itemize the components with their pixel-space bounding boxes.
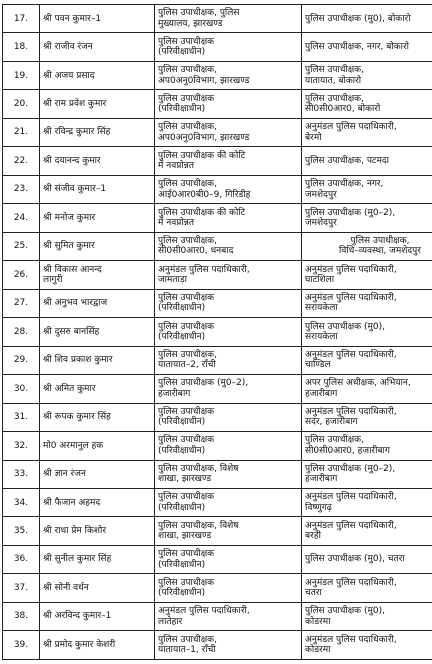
officer-name-cell [40, 460, 155, 488]
current-posting-text: पुलिस उपाधीक्षक (परिवीक्षाधीन) [158, 577, 215, 599]
serial-number-text: 18. [13, 42, 29, 53]
new-posting-text: पुलिस उपाधीक्षक, सी0सी0आर0, बोकारो [305, 93, 381, 115]
new-posting-cell [302, 33, 432, 61]
officer-name-text: श्री दुसरु बानसिंह [43, 326, 100, 337]
new-posting-cell [302, 460, 432, 488]
serial-number-text: 39. [13, 639, 29, 650]
table-row [3, 432, 432, 460]
officer-name-cell [40, 5, 155, 33]
table-row [3, 346, 432, 374]
officer-name-text: श्री अजय प्रसाद [43, 70, 95, 81]
table-row [3, 460, 432, 488]
officer-name-text: श्री राधा प्रेम किशोर [43, 526, 107, 536]
new-posting-cell [302, 602, 432, 630]
current-posting-text: पुलिस उपाधीक्षक (परिवीक्षाधीन) [158, 321, 215, 342]
current-posting-cell [155, 403, 302, 431]
new-posting-cell [302, 232, 432, 260]
current-posting-text: अनुमंडल पुलिस पदाधिकारी, लातेहार [158, 606, 250, 627]
serial-number-text: 17. [13, 13, 29, 24]
serial-number-text: 23. [13, 184, 29, 195]
serial-number-cell [3, 61, 40, 89]
current-posting-text: पुलिस उपाधीक्षक (मु0–2), हजारीबाग [158, 378, 249, 399]
table-row [3, 204, 432, 232]
new-posting-text: अनुमंडल पुलिस पदाधिकारी, कोडरमा [305, 634, 397, 656]
serial-number-text: 28. [13, 326, 29, 337]
current-posting-text: पुलिस उपाधीक्षक, पुलिस मुख्यालय, झारखण्ड [158, 8, 240, 29]
serial-number-text: 33. [13, 469, 29, 480]
new-posting-text: पुलिस उपाधीक्षक, सी0सी0आर0, हजारीबाग [305, 435, 390, 456]
current-posting-cell [155, 631, 302, 660]
serial-number-text: 20. [13, 98, 29, 109]
current-posting-text: पुलिस उपाधीक्षक, यातायात–1, राँची [158, 634, 217, 656]
table-row [3, 61, 432, 89]
current-posting-cell [155, 432, 302, 460]
table-row [3, 488, 432, 516]
current-posting-cell [155, 175, 302, 203]
officer-name-text: श्री रूपक कुमार सिंह [43, 412, 111, 423]
officer-name-cell [40, 631, 155, 660]
officer-name-text: श्री सोनी वर्धन [43, 582, 89, 593]
table-row [3, 175, 432, 203]
new-posting-text: अपर पुलिस अधीक्षक, अभियान, हजारीबाग [305, 378, 411, 399]
current-posting-text: पुलिस उपाधीक्षक की कोटि में नवप्रोन्नत [158, 150, 246, 172]
new-posting-text: अनुमंडल पुलिस पदाधिकारी, सदर, हजारीबाग [305, 406, 397, 428]
officer-name-cell [40, 403, 155, 431]
current-posting-text: पुलिस उपाधीक्षक, विशेष शाखा, झारखण्ड [158, 520, 239, 542]
serial-number-cell [3, 33, 40, 61]
current-posting-cell [155, 33, 302, 61]
serial-number-cell [3, 232, 40, 260]
new-posting-text: पुलिस उपाधीक्षक, नगर, बोकारो [305, 42, 410, 53]
current-posting-cell [155, 488, 302, 516]
serial-number-text: 34. [13, 497, 29, 508]
current-posting-cell [155, 90, 302, 118]
new-posting-text: अनुमंडल पुलिस पदाधिकारी, बरही [305, 520, 397, 542]
new-posting-cell [302, 5, 432, 33]
new-posting-text: अनुमंडल पुलिस पदाधिकारी, चतरा [305, 577, 397, 599]
current-posting-text: पुलिस उपाधीक्षक (परिवीक्षाधीन) [158, 549, 215, 570]
new-posting-text: पुलिस उपाधीक्षक, नगर, जमशेदपुर [305, 179, 384, 200]
new-posting-text: अनुमंडल पुलिस पदाधिकारी, चाण्डिल [305, 350, 397, 371]
serial-number-cell [3, 289, 40, 317]
current-posting-cell [155, 118, 302, 146]
new-posting-text: पुलिस उपाधीक्षक (मु0–2), जमशेदपुर [305, 207, 396, 229]
serial-number-text: 19. [13, 70, 29, 81]
officer-name-cell [40, 232, 155, 260]
officer-name-text: श्री दयानन्द कुमार [43, 155, 101, 166]
table-body [3, 5, 432, 660]
table-row [3, 631, 432, 660]
serial-number-cell [3, 602, 40, 630]
current-posting-text: पुलिस उपाधीक्षक, यातायात–2, राँची [158, 350, 217, 371]
current-posting-text: पुलिस उपाधीक्षक, सी0सी0आर0, धनबाद [158, 236, 234, 257]
officer-name-text: श्री रविन्द्र कुमार सिंह [43, 127, 111, 138]
new-posting-cell [302, 175, 432, 203]
new-posting-cell [302, 432, 432, 460]
officer-name-cell [40, 33, 155, 61]
new-posting-text: पुलिस उपाधीक्षक (मु0), बोकारो [305, 13, 411, 24]
new-posting-cell [302, 318, 432, 346]
current-posting-cell [155, 318, 302, 346]
serial-number-text: 30. [13, 383, 29, 394]
transfer-table [2, 4, 432, 660]
table-row [3, 232, 432, 260]
officer-name-text: श्री अनुभव भारद्वाज [43, 298, 108, 309]
officer-name-cell [40, 545, 155, 573]
table-row [3, 147, 432, 175]
current-posting-cell [155, 232, 302, 260]
current-posting-cell [155, 261, 302, 289]
table-row [3, 403, 432, 431]
table-row [3, 118, 432, 146]
current-posting-cell [155, 574, 302, 602]
serial-number-cell [3, 574, 40, 602]
new-posting-cell [302, 261, 432, 289]
new-posting-cell [302, 90, 432, 118]
officer-name-cell [40, 432, 155, 460]
officer-name-cell [40, 90, 155, 118]
serial-number-text: 22. [13, 155, 29, 166]
current-posting-cell [155, 545, 302, 573]
current-posting-text: पुलिस उपाधीक्षक (परिवीक्षाधीन) [158, 435, 215, 456]
serial-number-text: 35. [13, 526, 29, 536]
new-posting-text: अनुमंडल पुलिस पदाधिकारी, विष्णुगढ़ [305, 492, 397, 513]
serial-number-cell [3, 517, 40, 545]
officer-name-text: श्री राजीव रंजन [43, 42, 93, 53]
officer-name-text: श्री ज्ञान रंजन [43, 469, 86, 480]
current-posting-text: पुलिस उपाधीक्षक की कोटि में नवप्रोन्नत [158, 207, 246, 229]
serial-number-cell [3, 488, 40, 516]
serial-number-cell [3, 5, 40, 33]
new-posting-text: पुलिस उपाधीक्षक (मु0), चतरा [305, 554, 405, 565]
current-posting-text: पुलिस उपाधीक्षक, आई0आर0बी0–9, गिरिडीह [158, 179, 251, 200]
serial-number-text: 32. [13, 440, 29, 451]
current-posting-cell [155, 5, 302, 33]
current-posting-text: अनुमंडल पुलिस पदाधिकारी, जामताड़ा [158, 264, 250, 285]
officer-name-text: श्री अरविन्द कुमार–1 [43, 611, 112, 622]
officer-name-cell [40, 118, 155, 146]
new-posting-text: पुलिस उपाधीक्षक (मु0–2), हजारीबाग [305, 463, 396, 485]
current-posting-cell [155, 147, 302, 175]
new-posting-cell [302, 631, 432, 660]
serial-number-cell [3, 346, 40, 374]
current-posting-cell [155, 517, 302, 545]
new-posting-cell [302, 346, 432, 374]
serial-number-text: 29. [13, 355, 29, 366]
serial-number-cell [3, 175, 40, 203]
officer-name-text: श्री अमित कुमार [43, 383, 96, 394]
officer-name-cell [40, 488, 155, 516]
serial-number-text: 31. [13, 412, 29, 423]
new-posting-text: पुलिस उपाधीक्षक (मु0), कोडरमा [305, 606, 385, 627]
officer-name-cell [40, 261, 155, 289]
table-row [3, 574, 432, 602]
serial-number-text: 38. [13, 611, 29, 622]
serial-number-cell [3, 432, 40, 460]
current-posting-cell [155, 289, 302, 317]
new-posting-cell [302, 118, 432, 146]
new-posting-cell [302, 403, 432, 431]
serial-number-cell [3, 118, 40, 146]
serial-number-text: 21. [13, 127, 29, 138]
current-posting-cell [155, 346, 302, 374]
new-posting-cell [302, 204, 432, 232]
serial-number-cell [3, 545, 40, 573]
serial-number-cell [3, 261, 40, 289]
new-posting-cell [302, 375, 432, 403]
table-row [3, 318, 432, 346]
serial-number-cell [3, 147, 40, 175]
officer-name-text: श्री शिव प्रकाश कुमार [43, 355, 113, 366]
new-posting-cell [302, 289, 432, 317]
new-posting-text: पुलिस उपाधीक्षक, विधि–व्यवस्था, जमशेदपुर [339, 236, 421, 257]
serial-number-cell [3, 90, 40, 118]
officer-name-cell [40, 602, 155, 630]
new-posting-cell [302, 61, 432, 89]
new-posting-text: पुलिस उपाधीक्षक, पटमदा [305, 155, 389, 166]
current-posting-text: पुलिस उपाधीक्षक, अप0अनु0विभाग, झारखण्ड [158, 122, 250, 143]
officer-name-cell [40, 346, 155, 374]
new-posting-cell [302, 488, 432, 516]
officer-name-cell [40, 289, 155, 317]
current-posting-cell [155, 204, 302, 232]
new-posting-text: पुलिस उपाधीक्षक (मु0), सरायकेला [305, 321, 385, 342]
serial-number-text: 24. [13, 212, 29, 223]
officer-name-cell [40, 375, 155, 403]
table-row [3, 5, 432, 33]
officer-name-cell [40, 147, 155, 175]
officer-name-cell [40, 61, 155, 89]
table-row [3, 33, 432, 61]
current-posting-cell [155, 375, 302, 403]
officer-name-text: श्री संजीव कुमार–1 [43, 184, 107, 195]
table-row [3, 261, 432, 289]
new-posting-text: अनुमंडल पुलिस पदाधिकारी, घाटशिला [305, 264, 397, 285]
current-posting-text: पुलिस उपाधीक्षक, विशेष शाखा, झारखण्ड [158, 463, 239, 485]
serial-number-text: 26. [13, 269, 29, 280]
current-posting-cell [155, 61, 302, 89]
table-row [3, 602, 432, 630]
officer-name-text: मो0 अरमानुल हक [43, 440, 104, 451]
officer-name-cell [40, 517, 155, 545]
officer-name-text: श्री पवन कुमार–1 [43, 13, 102, 24]
serial-number-cell [3, 375, 40, 403]
table-row [3, 90, 432, 118]
current-posting-text: पुलिस उपाधीक्षक (परिवीक्षाधीन) [158, 293, 215, 314]
officer-name-text: श्री फैजान अहमद [43, 497, 101, 508]
serial-number-text: 27. [13, 298, 29, 309]
table-row [3, 517, 432, 545]
current-posting-text: पुलिस उपाधीक्षक (परिवीक्षाधीन) [158, 492, 215, 513]
serial-number-cell [3, 460, 40, 488]
current-posting-text: पुलिस उपाधीक्षक (परिवीक्षाधीन) [158, 36, 215, 58]
officer-name-cell [40, 204, 155, 232]
officer-name-cell [40, 175, 155, 203]
serial-number-cell [3, 318, 40, 346]
serial-number-cell [3, 204, 40, 232]
officer-name-text: श्री सुमित कुमार [43, 241, 95, 252]
officer-name-text: श्री प्रमोद कुमार केशरी [43, 639, 116, 650]
new-posting-cell [302, 574, 432, 602]
new-posting-cell [302, 545, 432, 573]
table-row [3, 545, 432, 573]
officer-name-text: श्री विकास आनन्द लागुरी [43, 264, 102, 285]
serial-number-cell [3, 403, 40, 431]
current-posting-text: पुलिस उपाधीक्षक, अप0अनु0विभाग, झारखण्ड [158, 65, 250, 86]
serial-number-text: 37. [13, 582, 29, 593]
serial-number-cell [3, 631, 40, 660]
new-posting-cell [302, 147, 432, 175]
new-posting-text: अनुमंडल पुलिस पदाधिकारी, सरायकेला [305, 293, 397, 314]
table-row [3, 289, 432, 317]
current-posting-cell [155, 460, 302, 488]
table-row [3, 375, 432, 403]
officer-name-text: श्री राम प्रवेश कुमार [43, 98, 107, 109]
officer-name-cell [40, 574, 155, 602]
new-posting-text: पुलिस उपाधीक्षक, यातायात, बोकारो [305, 65, 364, 86]
officer-name-text: श्री मनोज कुमार [43, 212, 96, 223]
new-posting-text: अनुमंडल पुलिस पदाधिकारी, बेरमो [305, 122, 397, 143]
new-posting-cell [302, 517, 432, 545]
officer-name-text: श्री सुनील कुमार सिंह [43, 554, 112, 565]
serial-number-text: 25. [13, 241, 29, 252]
current-posting-text: पुलिस उपाधीक्षक (परिवीक्षाधीन) [158, 406, 215, 428]
current-posting-text: पुलिस उपाधीक्षक (परिवीक्षाधीन) [158, 93, 215, 115]
current-posting-cell [155, 602, 302, 630]
officer-name-cell [40, 318, 155, 346]
serial-number-text: 36. [13, 554, 29, 565]
